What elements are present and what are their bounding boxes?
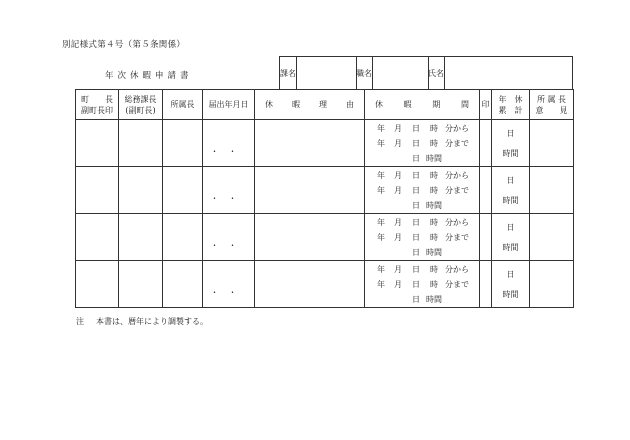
period-cell[interactable] bbox=[365, 214, 480, 261]
name-label: 氏名 bbox=[428, 68, 444, 78]
total-cell[interactable] bbox=[492, 261, 530, 308]
total-cell[interactable] bbox=[492, 120, 530, 167]
date-separator: ・・ bbox=[210, 193, 247, 203]
total-unit: 日 bbox=[506, 269, 515, 279]
general-affairs-seal-cell[interactable] bbox=[119, 214, 163, 261]
period-unit: 年 bbox=[377, 123, 385, 133]
period-unit: 日 bbox=[412, 264, 420, 274]
filing-date-cell[interactable] bbox=[203, 214, 255, 261]
col-seal: 印 bbox=[480, 90, 492, 120]
period-unit: 日 bbox=[412, 217, 420, 227]
period-unit: 日 bbox=[412, 247, 420, 257]
opinion-cell[interactable] bbox=[530, 120, 574, 167]
period-cell[interactable] bbox=[365, 120, 480, 167]
total-unit: 日 bbox=[506, 175, 515, 185]
footnote-prefix: 注 bbox=[76, 317, 84, 326]
period-unit: 年 bbox=[377, 185, 385, 195]
period-unit: 日 bbox=[412, 123, 420, 133]
opinion-cell[interactable] bbox=[530, 214, 574, 261]
opinion-cell[interactable] bbox=[530, 167, 574, 214]
period-unit: 時間 bbox=[426, 294, 442, 304]
reason-cell[interactable] bbox=[255, 120, 365, 167]
section-label: 課名 bbox=[280, 68, 296, 78]
period-unit: 時間 bbox=[426, 153, 442, 163]
period-unit: 年 bbox=[377, 170, 385, 180]
period-unit: 日 bbox=[412, 232, 420, 242]
mayor-seal-cell[interactable] bbox=[76, 120, 119, 167]
section-field[interactable] bbox=[296, 57, 357, 90]
period-unit: 月 bbox=[394, 123, 402, 133]
date-separator: ・・ bbox=[210, 146, 247, 156]
col-total: 年 休 累 計 bbox=[492, 90, 530, 120]
period-line bbox=[365, 183, 479, 198]
col-mayor: 町 長 副町長印 bbox=[76, 90, 119, 120]
period-unit: 時間 bbox=[426, 247, 442, 257]
total-cell[interactable] bbox=[492, 214, 530, 261]
mayor-seal-cell[interactable] bbox=[76, 261, 119, 308]
col-filing-date: 届出年月日 bbox=[203, 90, 255, 120]
period-unit: 年 bbox=[377, 264, 385, 274]
period-unit: 分まで bbox=[445, 138, 469, 148]
period-unit: 日 bbox=[412, 170, 420, 180]
seal-cell[interactable] bbox=[480, 167, 492, 214]
dept-head-seal-cell[interactable] bbox=[163, 120, 203, 167]
position-label-cell bbox=[356, 57, 373, 90]
period-unit: 年 bbox=[377, 138, 385, 148]
period-unit: 分まで bbox=[445, 279, 469, 289]
leave-table bbox=[75, 89, 574, 308]
period-line bbox=[365, 292, 479, 307]
period-unit: 時 bbox=[430, 279, 438, 289]
table-row bbox=[76, 261, 574, 308]
opinion-cell[interactable] bbox=[530, 261, 574, 308]
dept-head-seal-cell[interactable] bbox=[163, 167, 203, 214]
total-unit: 時間 bbox=[502, 289, 519, 299]
seal-cell[interactable] bbox=[480, 261, 492, 308]
general-affairs-seal-cell[interactable] bbox=[119, 167, 163, 214]
table-row bbox=[76, 167, 574, 214]
position-field[interactable] bbox=[372, 57, 429, 90]
table-row bbox=[76, 214, 574, 261]
period-unit: 時間 bbox=[426, 200, 442, 210]
period-unit: 時 bbox=[430, 123, 438, 133]
form-title: 年次休暇申請書 bbox=[105, 71, 193, 81]
col-dept-head: 所属長 bbox=[163, 90, 203, 120]
seal-cell[interactable] bbox=[480, 120, 492, 167]
total-unit: 日 bbox=[506, 222, 515, 232]
period-line bbox=[365, 198, 479, 213]
period-unit: 月 bbox=[394, 232, 402, 242]
total-unit: 時間 bbox=[502, 195, 519, 205]
col-general-affairs: 総務課長 (副町長) bbox=[119, 90, 163, 120]
period-unit: 月 bbox=[394, 185, 402, 195]
seal-cell[interactable] bbox=[480, 214, 492, 261]
col-period: 休 暇 期 間 bbox=[365, 90, 480, 120]
period-unit: 時 bbox=[430, 232, 438, 242]
period-unit: 月 bbox=[394, 217, 402, 227]
period-line bbox=[365, 121, 479, 136]
period-unit: 月 bbox=[394, 279, 402, 289]
total-unit: 時間 bbox=[502, 148, 519, 158]
name-field[interactable] bbox=[444, 57, 572, 90]
period-line bbox=[365, 277, 479, 292]
footnote bbox=[76, 316, 208, 327]
period-unit: 時 bbox=[430, 138, 438, 148]
total-cell[interactable] bbox=[492, 167, 530, 214]
col-opinion: 所 属 長 意 見 bbox=[530, 90, 574, 120]
period-unit: 年 bbox=[377, 232, 385, 242]
table-row bbox=[76, 120, 574, 167]
mayor-seal-cell[interactable] bbox=[76, 214, 119, 261]
reason-cell[interactable] bbox=[255, 261, 365, 308]
name-label-cell bbox=[428, 57, 445, 90]
period-line bbox=[365, 262, 479, 277]
dept-head-seal-cell[interactable] bbox=[163, 261, 203, 308]
section-label-cell bbox=[280, 57, 297, 90]
period-unit: 日 bbox=[412, 153, 420, 163]
header-fields bbox=[279, 56, 573, 90]
period-unit: 月 bbox=[394, 170, 402, 180]
period-unit: 月 bbox=[394, 264, 402, 274]
period-line bbox=[365, 230, 479, 245]
period-unit: 分まで bbox=[445, 185, 469, 195]
reason-cell[interactable] bbox=[255, 167, 365, 214]
period-cell[interactable] bbox=[365, 167, 480, 214]
general-affairs-seal-cell[interactable] bbox=[119, 261, 163, 308]
period-unit: 分から bbox=[445, 217, 469, 227]
reason-cell[interactable] bbox=[255, 214, 365, 261]
period-cell[interactable] bbox=[365, 261, 480, 308]
col-reason: 休 暇 理 由 bbox=[255, 90, 365, 120]
position-label: 職名 bbox=[356, 68, 372, 78]
period-line bbox=[365, 151, 479, 166]
total-unit: 時間 bbox=[502, 242, 519, 252]
period-line bbox=[365, 245, 479, 260]
mayor-seal-cell[interactable] bbox=[76, 167, 119, 214]
period-unit: 日 bbox=[412, 294, 420, 304]
period-line bbox=[365, 136, 479, 151]
period-unit: 日 bbox=[412, 279, 420, 289]
period-unit: 月 bbox=[394, 138, 402, 148]
period-unit: 分から bbox=[445, 170, 469, 180]
period-unit: 時 bbox=[430, 264, 438, 274]
filing-date-cell[interactable] bbox=[203, 120, 255, 167]
period-unit: 年 bbox=[377, 279, 385, 289]
filing-date-cell[interactable] bbox=[203, 167, 255, 214]
period-unit: 時 bbox=[430, 170, 438, 180]
period-unit: 日 bbox=[412, 200, 420, 210]
period-unit: 分まで bbox=[445, 232, 469, 242]
period-unit: 日 bbox=[412, 138, 420, 148]
period-unit: 分から bbox=[445, 264, 469, 274]
general-affairs-seal-cell[interactable] bbox=[119, 120, 163, 167]
total-unit: 日 bbox=[506, 128, 515, 138]
dept-head-seal-cell[interactable] bbox=[163, 214, 203, 261]
form-number: 別記様式第４号（第５条関係） bbox=[62, 40, 186, 50]
period-unit: 時 bbox=[430, 217, 438, 227]
period-unit: 時 bbox=[430, 185, 438, 195]
period-line bbox=[365, 215, 479, 230]
period-unit: 分から bbox=[445, 123, 469, 133]
date-separator: ・・ bbox=[210, 287, 247, 297]
period-unit: 年 bbox=[377, 217, 385, 227]
date-separator: ・・ bbox=[210, 240, 247, 250]
filing-date-cell[interactable] bbox=[203, 261, 255, 308]
footnote-text: 本書は、暦年により調製する。 bbox=[96, 317, 208, 326]
period-unit: 日 bbox=[412, 185, 420, 195]
table-header-row bbox=[76, 90, 574, 120]
period-line bbox=[365, 168, 479, 183]
